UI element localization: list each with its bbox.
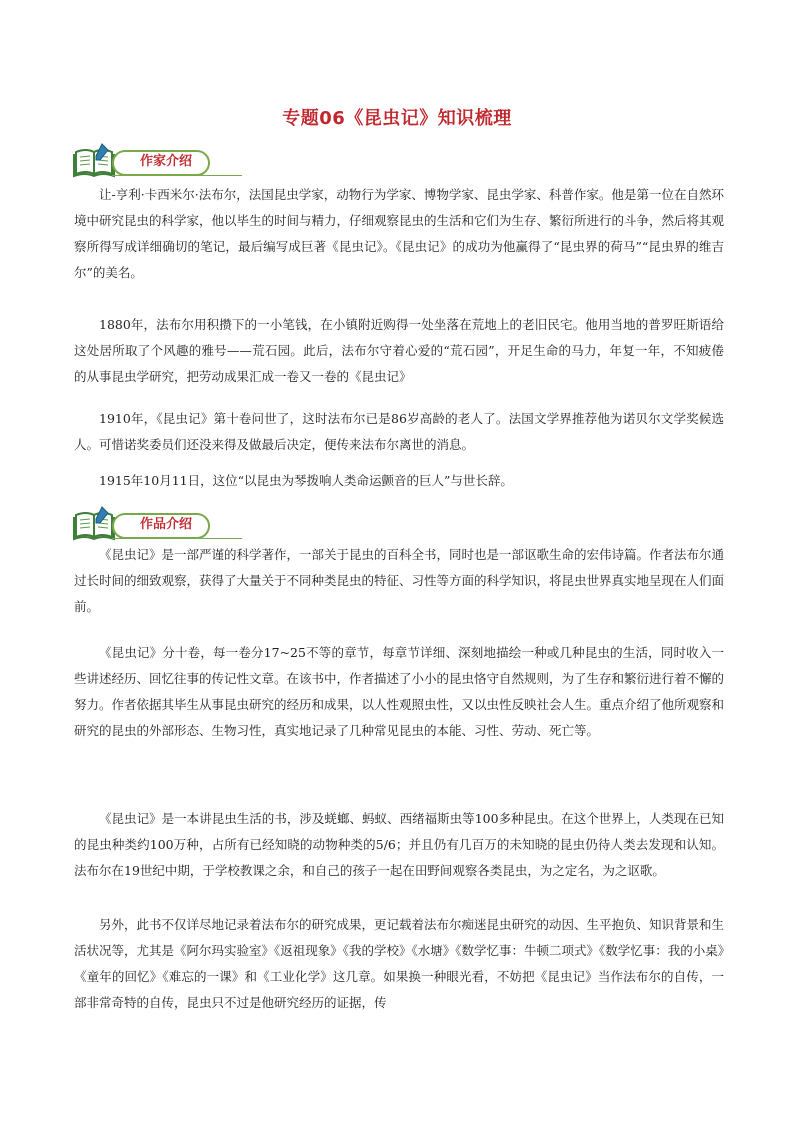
section-title: 作家介绍 — [139, 154, 192, 169]
section-rule — [112, 538, 242, 539]
section-rule — [112, 175, 242, 176]
paragraph: 《昆虫记》是一本讲昆虫生活的书，涉及蜣螂、蚂蚁、西绪福斯虫等100多种昆虫。在这个世界上，人类现在已知的昆虫种类约100万种，占所有已经知晓的动物种类的5/6；并且仍有几百万的未知晓的昆虫仍待人类去发现和认知。法布尔在19世纪中期，于学校教课之余，和自己的孩子一起在田野间观察各类昆虫，为之定名，为之讴歌。 — [74, 811, 724, 878]
paragraph: 1915年10月11日，这位“以昆虫为琴拨响人类命运颤音的巨人”与世长辞。 — [99, 473, 513, 488]
paragraph: 《昆虫记》分十卷，每一卷分17~25不等的章节，每章节详细、深刻地描绘一种或几种昆虫的生活，同时收入一些讲述经历、回忆往事的传记性文章。在该书中，作者描述了小小的昆虫恪守自然规则，为了生存和繁衍进行着不懈的努力。作者依据其毕生从事昆虫研究的经历和成果，以人性观照虫性，又以虫性反映社会人生。重点介绍了他所观察和研究的昆虫的外部形态、生物习性，真实地记录了几种常见昆虫的本能、习性、劳动、死亡等。 — [74, 645, 725, 738]
section-header-work — [72, 505, 242, 541]
paragraph: 另外，此书不仅详尽地记录着法布尔的研究成果，更记载着法布尔痴迷昆虫研究的动因、生平抱负、知识背景和生活状况等，尤其是《阿尔玛实验室》《返祖现象》《我的学校》《水塘》《数学忆事：牛顿二项式》《数学忆事：我的小桌》《童年的回忆》《难忘的一课》和《工业化学》这几章。如果换一种眼光看，不妨把《昆虫记》当作法布尔的自传，一部非常奇特的自传，昆虫只不过是他研究经历的证据，传 — [74, 917, 725, 1010]
paragraph: 《昆虫记》是一部严谨的科学著作，一部关于昆虫的百科全书，同时也是一部讴歌生命的宏伟诗篇。作者法布尔通过长时间的细致观察，获得了大量关于不同种类昆虫的特征、习性等方面的科学知识，将昆虫世界真实地呈现在人们面前。 — [74, 547, 725, 614]
section-title: 作品介绍 — [139, 517, 192, 532]
section-header-author — [72, 142, 242, 178]
paragraph: 1910年，《昆虫记》第十卷问世了，这时法布尔已是86岁高龄的老人了。法国文学界推荐他为诺贝尔文学奖候选人。可惜诺奖委员们还没来得及做最后决定，便传来法布尔离世的消息。 — [74, 411, 724, 452]
page-title: 专题06《昆虫记》知识梳理 — [282, 108, 512, 129]
paragraph: 1880年，法布尔用积攒下的一小笔钱，在小镇附近购得一处坐落在荒地上的老旧民宅。他用当地的普罗旺斯语给这处居所取了个风趣的雅号——荒石园。此后，法布尔守着心爱的“荒石园”，开足生命的马力，年复一年，不知疲倦的从事昆虫学研究，把劳动成果汇成一卷又一卷的《昆虫记》 — [74, 317, 724, 384]
paragraph: 让-亨利·卡西米尔·法布尔，法国昆虫学家，动物行为学家、博物学家、昆虫学家、科普作家。他是第一位在自然环境中研究昆虫的科学家，他以毕生的时间与精力，仔细观察昆虫的生活和它们为生存、繁衍所进行的斗争，然后将其观察所得写成详细确切的笔记，最后编写成巨著《昆虫记》。《昆虫记》的成功为他赢得了“昆虫界的荷马”“昆虫界的维吉尔”的美名。 — [74, 187, 725, 280]
